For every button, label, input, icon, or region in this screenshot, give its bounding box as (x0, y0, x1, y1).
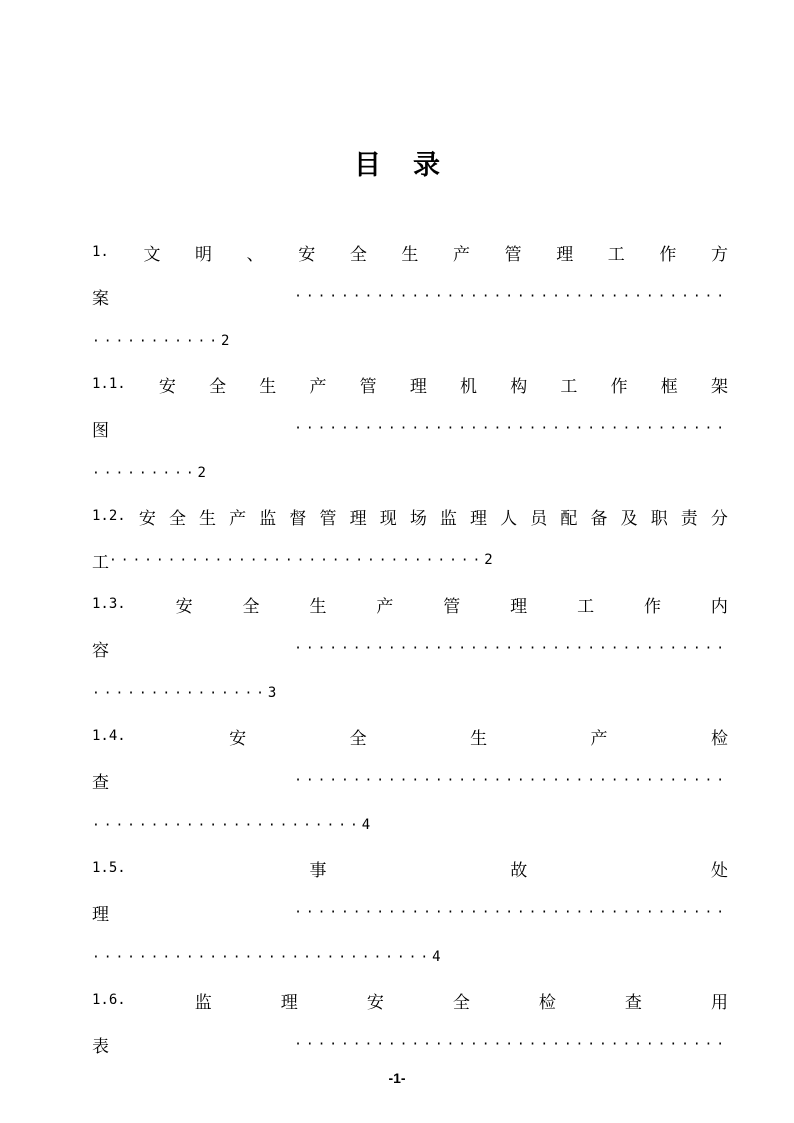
toc-entry-char: 员 (530, 508, 548, 529)
toc-entry-char: 管 (504, 244, 522, 265)
toc-entry-char: 产 (453, 244, 471, 265)
toc-entry-char: 工 (607, 244, 625, 265)
toc-entry-char: 生 (401, 244, 419, 265)
toc-entry-char: 管 (359, 376, 377, 397)
toc-entry-1-4-leader[interactable] (92, 767, 728, 793)
toc-entry-1-3-heading[interactable] (92, 591, 728, 617)
toc-entry-1-heading[interactable] (92, 239, 728, 265)
dot-leader: ····································· (294, 772, 728, 788)
toc-entry-number: 1. (92, 244, 109, 260)
toc-entry-char: 作 (643, 596, 661, 617)
toc-entry-char: 理 (280, 992, 298, 1013)
toc-entry-1-leader[interactable] (92, 283, 728, 309)
toc-page-number: 2 (197, 465, 206, 481)
toc-entry-1-4-heading[interactable] (92, 723, 728, 749)
toc-entry-char: 图 (92, 420, 109, 441)
toc-entry-1-5-heading[interactable] (92, 855, 728, 881)
toc-entry-char: 安 (366, 992, 384, 1013)
page-title: 目录 (354, 150, 472, 181)
toc-page-number: 2 (221, 333, 230, 349)
toc-entry-char: 表 (92, 1036, 109, 1057)
toc-entry-char: 理 (510, 596, 528, 617)
toc-entry-char: 管 (319, 508, 337, 529)
toc-entry-char: 全 (168, 508, 186, 529)
toc-entry-1-5-page-line[interactable] (92, 944, 728, 970)
toc-entry-char: 架 (710, 376, 728, 397)
toc-entry-char: 生 (470, 728, 488, 749)
toc-entry-char: 理 (92, 904, 109, 925)
toc-entry-1-6-leader[interactable] (92, 1031, 728, 1057)
dot-leader: ····································· (294, 640, 728, 656)
toc-entry-char: 产 (376, 596, 394, 617)
toc-entry-char: 工 (577, 596, 595, 617)
toc-entry-char: 全 (349, 244, 367, 265)
toc-page-number: 2 (484, 552, 493, 568)
page-footer-number: -1- (388, 1070, 406, 1086)
toc-page-number: 4 (432, 949, 441, 965)
toc-entry-char: 全 (452, 992, 470, 1013)
toc-entry-1-6-heading[interactable] (92, 987, 728, 1013)
toc-entry-1-1-heading[interactable] (92, 371, 728, 397)
toc-entry-char: 故 (510, 860, 528, 881)
toc-entry-char: 查 (624, 992, 642, 1013)
toc-entry-number: 1.2. (92, 508, 126, 524)
toc-entry-char: 备 (590, 508, 608, 529)
toc-entry-char: 生 (309, 596, 327, 617)
toc-entry-1-2-heading[interactable] (92, 503, 728, 529)
toc-entry-number: 1.3. (92, 596, 126, 612)
toc-entry-char: 事 (309, 860, 327, 881)
toc-entry-char: 理 (409, 376, 427, 397)
toc-entry-char: 职 (650, 508, 668, 529)
toc-entry-char: 工 (92, 552, 109, 573)
toc-entry-char: 机 (460, 376, 478, 397)
toc-entry-char: 生 (259, 376, 277, 397)
toc-entry-char: 场 (409, 508, 427, 529)
toc-entry-char: 用 (710, 992, 728, 1013)
toc-entry-char: 理 (556, 244, 574, 265)
toc-entry-char: 检 (710, 728, 728, 749)
toc-entry-char: 案 (92, 288, 109, 309)
toc-entry-char: 监 (194, 992, 212, 1013)
dot-leader: ··············· (92, 685, 268, 701)
toc-entry-char: 产 (229, 508, 247, 529)
toc-entry-char: 作 (610, 376, 628, 397)
toc-entry-number: 1.4. (92, 728, 126, 744)
toc-entry-char: 配 (560, 508, 578, 529)
toc-entry-char: 全 (349, 728, 367, 749)
toc-entry-1-5-leader[interactable] (92, 899, 728, 925)
toc-entry-char: 作 (659, 244, 677, 265)
toc-entry-1-1-leader[interactable] (92, 415, 728, 441)
toc-entry-char: 人 (500, 508, 518, 529)
toc-entry-1-1-page-line[interactable] (92, 460, 728, 486)
toc-page-number: 4 (361, 817, 371, 833)
toc-entry-char: 、 (246, 244, 264, 265)
dot-leader: ····································· (294, 420, 728, 436)
toc-entry-number: 1.1. (92, 376, 126, 392)
toc-entry-char: 框 (660, 376, 678, 397)
toc-entry-1-3-page-line[interactable] (92, 680, 728, 706)
dot-leader: ································ (109, 552, 485, 568)
toc-entry-char: 工 (560, 376, 578, 397)
toc-entry-1-2-leader[interactable] (92, 547, 728, 573)
toc-entry-char: 全 (242, 596, 260, 617)
toc-entry-char: 产 (309, 376, 327, 397)
toc-entry-1-4-page-line[interactable] (92, 812, 728, 838)
toc-entry-char: 理 (470, 508, 488, 529)
dot-leader: ····································· (294, 1036, 728, 1052)
toc-entry-char: 分 (710, 508, 728, 529)
toc-entry-char: 生 (199, 508, 217, 529)
toc-entry-char: 构 (510, 376, 528, 397)
toc-entry-char: 处 (710, 860, 728, 881)
toc-entry-char: 查 (92, 772, 109, 793)
toc-entry-number: 1.6. (92, 992, 126, 1008)
toc-entry-char: 产 (590, 728, 608, 749)
toc-entry-char: 内 (710, 596, 728, 617)
toc-entry-char: 安 (158, 376, 176, 397)
toc-entry-1-page-line[interactable] (92, 328, 728, 354)
toc-entry-char: 方 (710, 244, 728, 265)
dot-leader: ··········· (92, 333, 221, 349)
toc-entry-char: 及 (620, 508, 638, 529)
toc-entry-char: 责 (680, 508, 698, 529)
toc-entry-1-3-leader[interactable] (92, 635, 728, 661)
toc-entry-char: 理 (349, 508, 367, 529)
toc-entry-char: 督 (289, 508, 307, 529)
toc-page-number: 3 (267, 685, 277, 701)
toc-entry-char: 监 (439, 508, 457, 529)
dot-leader: ····································· (294, 904, 728, 920)
toc-entry-char: 全 (209, 376, 227, 397)
dot-leader: ········· (92, 465, 198, 481)
toc-entry-char: 明 (195, 244, 213, 265)
toc-entry-char: 安 (298, 244, 316, 265)
toc-entry-char: 安 (175, 596, 193, 617)
toc-entry-char: 监 (259, 508, 277, 529)
dot-leader: ······················· (92, 817, 362, 833)
toc-entry-char: 现 (379, 508, 397, 529)
toc-entry-char: 检 (538, 992, 556, 1013)
dot-leader: ····························· (92, 949, 433, 965)
dot-leader: ····································· (294, 288, 728, 304)
toc-entry-char: 安 (229, 728, 247, 749)
toc-entry-char: 文 (143, 244, 161, 265)
toc-entry-number: 1.5. (92, 860, 126, 876)
toc-entry-char: 容 (92, 640, 109, 661)
toc-entry-char: 管 (443, 596, 461, 617)
toc-entry-char: 安 (138, 508, 156, 529)
